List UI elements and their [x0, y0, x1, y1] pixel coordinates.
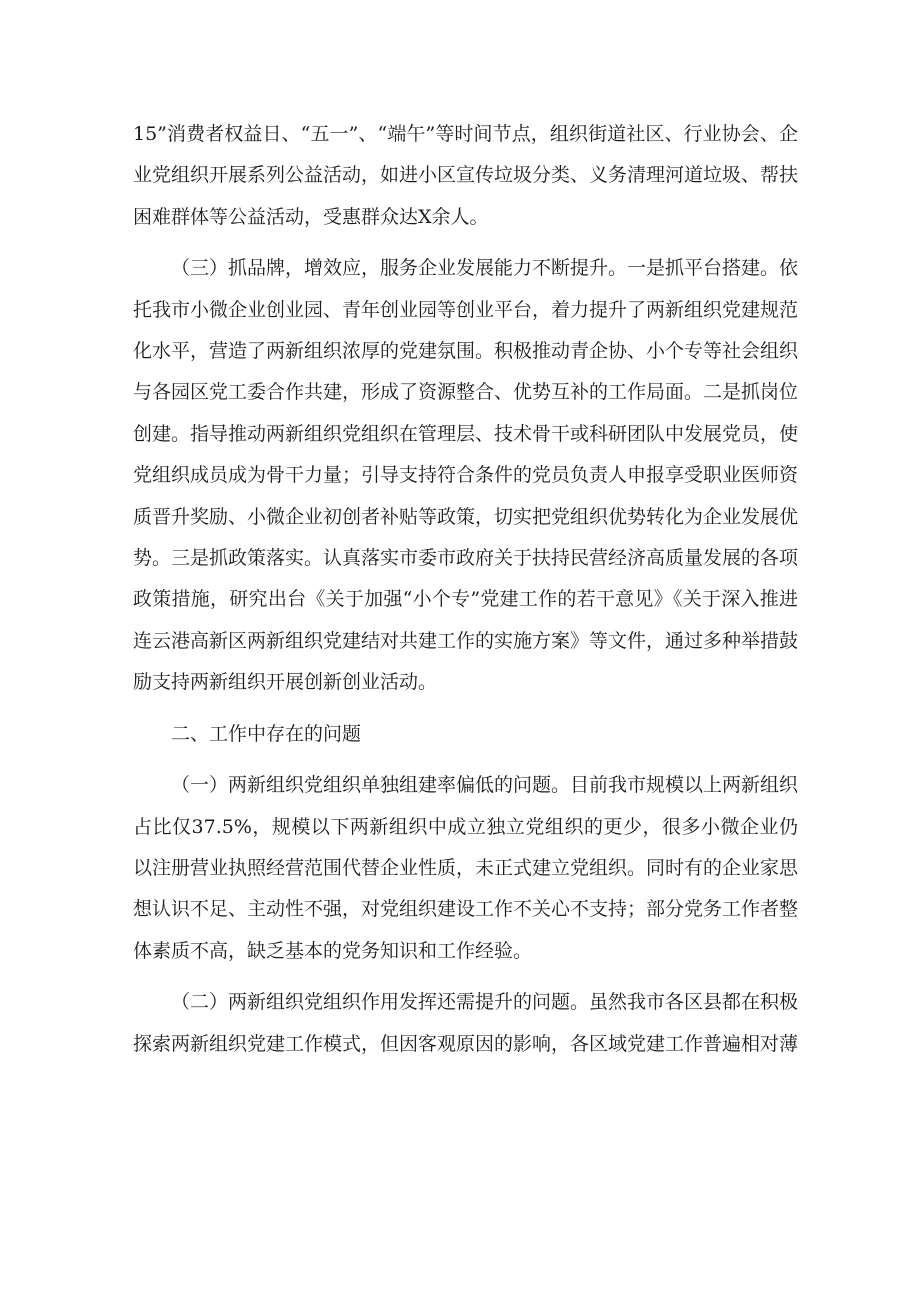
- document-body: [133, 114, 798, 1075]
- section-heading-problems: 二、工作中存在的问题: [171, 722, 362, 745]
- paragraph-problem-one: （一）两新组织党组织单独组建率偏低的问题。目前我市规模以上两新组织占比仅37.5%，规模以下两新组织中成立独立党组织的更少，很多小微企业仍以注册营业执照经营范围代替企业性质，未正式建立党组织。同时有的企业家思想认识不足、主动性不强，对党组织建设工作不关心不支持；部分党务工作者整体素质不高，缺乏基本的党务知识和工作经验。: [133, 774, 799, 962]
- paragraph-section-three: （三）抓品牌，增效应，服务企业发展能力不断提升。一是抓平台搭建。依托我市小微企业创业园、青年创业园等创业平台，着力提升了两新组织党建规范化水平，营造了两新组织浓厚的党建氛围。积极推动青企协、小个专等社会组织与各园区党工委合作共建，形成了资源整合、优势互补的工作局面。二是抓岗位创建。指导推动两新组织党组织在管理层、技术骨干或科研团队中发展党员，使党组织成员成为骨干力量；引导支持符合条件的党员负责人申报享受职业医师资质晋升奖励、小微企业初创者补贴等政策，切实把党组织优势转化为企业发展优势。三是抓政策落实。认真落实市委市政府关于扶持民营经济高质量发展的各项政策措施，研究出台《关于加强“小个专”党建工作的若干意见》《关于深入推进连云港高新区两新组织党建结对共建工作的实施方案》等文件，通过多种举措鼓励支持两新组织开展创新创业活动。: [133, 257, 799, 694]
- paragraph-continuation: 15”消费者权益日、“五一”、“端午”等时间节点，组织街道社区、行业协会、企业党组织开展系列公益活动，如进小区宣传垃圾分类、义务清理河道垃圾、帮扶困难群体等公益活动，受惠群众达X余人。: [133, 123, 799, 228]
- paragraph-problem-two: （二）两新组织党组织作用发挥还需提升的问题。虽然我市各区县都在积极探索两新组织党建工作模式，但因客观原因的影响，各区域党建工作普遍相对薄: [133, 991, 799, 1055]
